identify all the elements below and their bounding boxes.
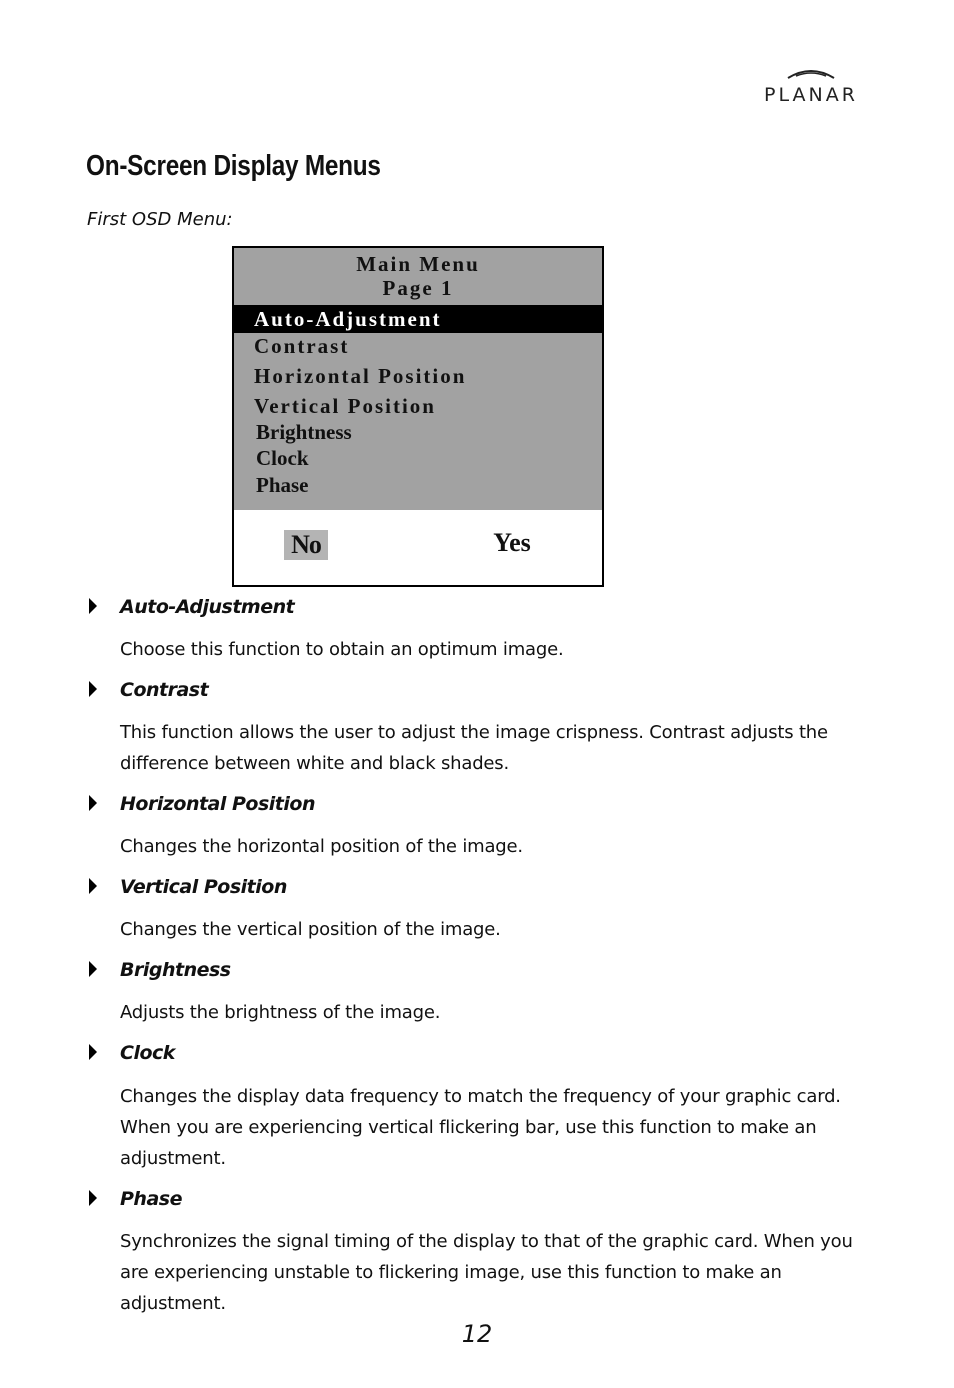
section-heading-auto-adjustment: Auto-Adjustment: [120, 596, 295, 618]
osd-item-phase[interactable]: Phase: [256, 473, 309, 497]
logo-text: PLANAR: [764, 84, 858, 106]
section-heading-phase: Phase: [120, 1188, 182, 1210]
bullet-arrow-icon: [89, 681, 97, 697]
osd-no-button[interactable]: No: [284, 530, 328, 560]
osd-menu-illustration: [232, 246, 604, 587]
osd-selected-row[interactable]: [234, 305, 602, 333]
bullet-arrow-icon: [89, 961, 97, 977]
section-body-phase: Synchronizes the signal timing of the display to that of the graphic card. When you are experiencing unstable to flickering image, use this function to make an adjustment.: [120, 1231, 853, 1314]
section-heading-vertical-position: Vertical Position: [120, 876, 287, 898]
osd-item-contrast[interactable]: Contrast: [254, 334, 350, 358]
osd-item-horizontal-position[interactable]: Horizontal Position: [254, 364, 467, 388]
osd-item-auto-adjustment: Auto-Adjustment: [254, 307, 442, 331]
osd-item-clock[interactable]: Clock: [256, 446, 309, 470]
planar-logo: [752, 66, 870, 106]
section-heading-brightness: Brightness: [120, 959, 231, 981]
bullet-arrow-icon: [89, 795, 97, 811]
bullet-arrow-icon: [89, 1044, 97, 1060]
osd-header-title: Main Menu: [356, 252, 480, 276]
osd-item-vertical-position[interactable]: Vertical Position: [254, 394, 436, 418]
osd-header-page: Page 1: [382, 276, 454, 300]
section-heading-clock: Clock: [120, 1042, 175, 1064]
planar-swoosh-icon: [786, 66, 836, 82]
bullet-arrow-icon: [89, 598, 97, 614]
section-body-horizontal-position: Changes the horizontal position of the image.: [120, 836, 523, 857]
section-body-contrast: This function allows the user to adjust the image crispness. Contrast adjusts the difference between white and black shades.: [120, 722, 828, 774]
section-heading-horizontal-position: Horizontal Position: [120, 793, 315, 815]
osd-yes-button[interactable]: Yes: [493, 528, 531, 557]
section-body-clock: Changes the display data frequency to match the frequency of your graphic card. When you are experiencing vertical flickering bar, use this function to make an adjustment.: [120, 1086, 841, 1169]
bullet-arrow-icon: [89, 1190, 97, 1206]
bullet-arrow-icon: [89, 878, 97, 894]
menu-caption: First OSD Menu:: [87, 209, 233, 230]
osd-header: [234, 252, 602, 300]
section-body-vertical-position: Changes the vertical position of the image.: [120, 919, 501, 940]
section-body-brightness: Adjusts the brightness of the image.: [120, 1002, 441, 1023]
section-heading-contrast: Contrast: [120, 679, 209, 701]
page-title: On-Screen Display Menus: [86, 150, 381, 182]
osd-item-brightness[interactable]: Brightness: [256, 420, 352, 444]
osd-panel: [234, 248, 602, 510]
section-body-auto-adjustment: Choose this function to obtain an optimum image.: [120, 639, 564, 660]
page-number: 12: [461, 1320, 493, 1348]
